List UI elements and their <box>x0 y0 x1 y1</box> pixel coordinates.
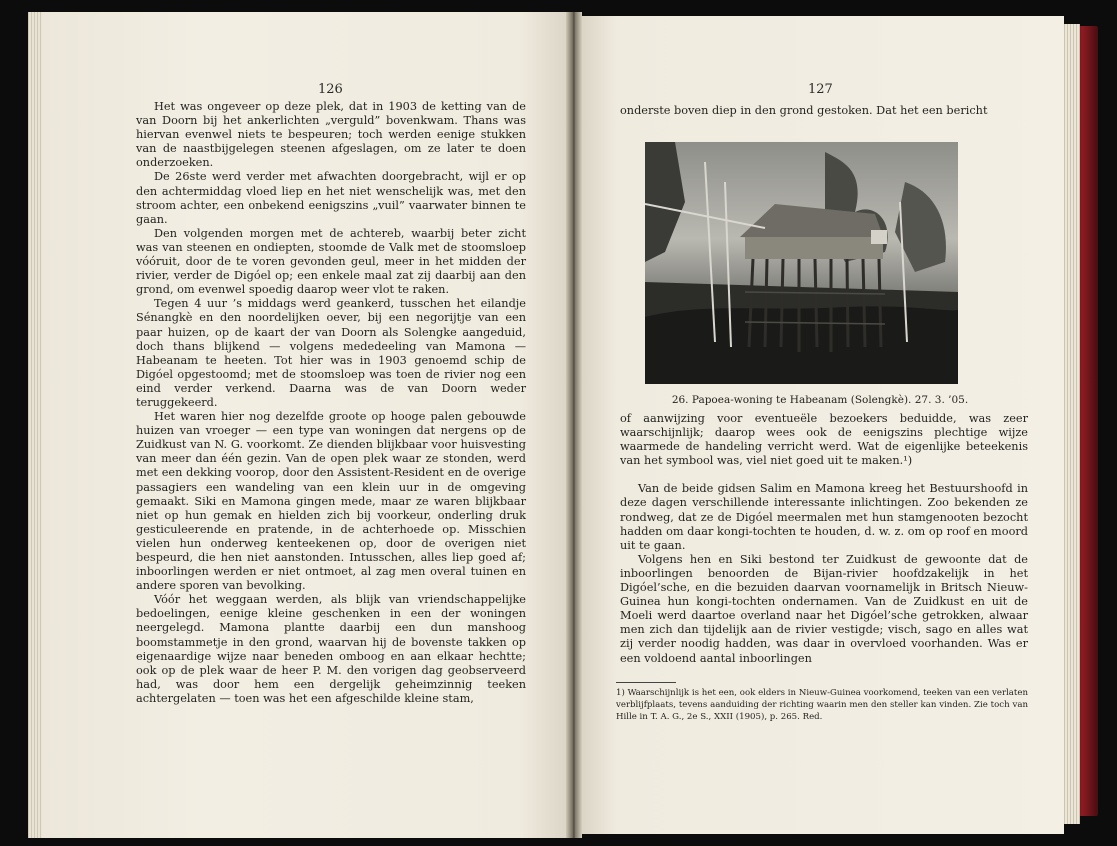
left-paragraph: Het waren hier nog dezelfde groote op hooge palen gebouwde huizen van vroeger — een type van woningen dat nergens op de Zuidkust van N. G. voorkomt. Ze dienden blijkbaar voor huisvesting van meer dan één gezin. Van de open plek waar ze stonden, werd met een dekking voorop, door den Assistent-Resident en de overige passagiers een wandeling van een klein uur in de omgeving gemaakt. Siki en Mamona gingen mede, maar ze waren blijkbaar niet op hun gemak en hielden zich bij voorkeur, onderling druk gesticuleerende en pratende, in de achterhoede op. Misschien vielen hun onderweg kenteekenen op, door de overigen niet bespeurd, die hen niet aanstonden. Intusschen, alles liep goed af; inboorlingen werden er niet ontmoet, al zag men overal tuinen en andere sporen van bevolking. <box>136 410 526 593</box>
page-edge-left <box>28 12 42 838</box>
left-paragraph: Vóór het weggaan werden, als blijk van vriendschappelijke bedoelingen, eenige kleine geschenken in een der woningen neergelegd. Mamona plantte daarbij een dun manshoog boomstammetje in den grond, waarvan hij de bovenste takken op eigenaardige wijze naar beneden omboog en aan elkaar hechtte; ook op de plek waar de heer P. M. den vorigen dag geobserveerd had, was door hem een dergelijk geheimzinnig teeken achtergelaten — toen was het een afgeschilde kleine stam, <box>136 593 526 705</box>
left-paragraph: Den volgenden morgen met de achtereb, waarbij beter zicht was van steenen en ondiepten, stoomde de Valk met de stoomsloep vóóruit, door de te voren gevonden geul, meer in het midden der rivier, verder de Digóel op; een enkele maal zat zij daarbij aan den grond, om evenwel spoedig daarop weer vlot te raken. <box>136 226 526 297</box>
footnote-rule <box>616 682 676 683</box>
right-page-text <box>620 412 1028 666</box>
right-paragraph: Van de beide gidsen Salim en Mamona kreeg het Bestuurshoofd in deze dagen verschillende interessante inlichtingen. Zoo bekenden ze rondweg, dat ze de Digóel meermalen met hun stamgenooten bezocht hadden om daar kongi-tochten te houden, d. w. z. om op roof en moord uit te gaan. <box>620 482 1028 552</box>
left-paragraph: Het was ongeveer op deze plek, dat in 1903 de ketting van de van Doorn bij het ankerlichten „verguld” bovenkwam. Thans was hiervan evenwel niets te bespeuren; toch werden eenige stukken van de naastbijgelegen steenen afgeslagen, om ze later te doen onderzoeken. <box>136 100 526 170</box>
photograph-papuan-stilt-house <box>645 142 958 384</box>
right-paragraph: of aanwijzing voor eventueële bezoekers beduidde, was zeer waarschijnlijk; daarop wees ook de eenigszins plechtige wijze waarmede de handeling verricht werd. Wat de eigenlijke beteekenis van het symbool was, viel niet goed uit te maken.¹) <box>620 412 1028 468</box>
right-paragraph: Volgens hen en Siki bestond ter Zuidkust de gewoonte dat de inboorlingen benoorden de Bijan-rivier hoofdzakelijk in het Digóel’sche, en die bezuiden daarvan voornamelijk in Britsch Nieuw-Guinea hun kongi-tochten ondernamen. Van de Zuidkust en uit de Moeli werd daartoe overland naar het Digóel’sche getrokken, alwaar men zich dan tijdelijk aan de rivier vestigde; visch, sago en alles wat zij verder noodig hadden, was daar in overvloed voorhanden. Was er een voldoend aantal inboorlingen <box>620 552 1028 665</box>
left-page-text <box>136 100 526 706</box>
right-page-text-top <box>620 104 1028 118</box>
book-gutter <box>566 12 582 838</box>
footnote <box>616 688 1028 723</box>
left-paragraph: De 26ste werd verder met afwachten doorgebracht, wijl er op den achtermiddag vloed liep en het niet wenschelijk was, met den stroom achter, een onbekend eenigszins „vuil” vaarwater binnen te gaan. <box>136 170 526 226</box>
footnote-text: 1) Waarschijnlijk is het een, ook elders in Nieuw-Guinea voorkomend, teeken van een verlaten verblijfplaats, tevens aanduiding der richting waarin men den steller kan vinden. Zie toch van Hille in T. A. G., 2e S., XXII (1905), p. 265. Red. <box>616 688 1028 722</box>
right-page-number: 127 <box>808 82 833 97</box>
stilt-house-photo-icon <box>645 142 958 384</box>
right-paragraph: onderste boven diep in den grond gestoken. Dat het een bericht <box>620 104 988 117</box>
page-edge-right <box>1062 24 1080 824</box>
figure-caption: 26. Papoea-woning te Habeanam (Solengkè). 27. 3. ’05. <box>671 394 969 406</box>
left-page-number: 126 <box>318 82 343 97</box>
left-paragraph: Tegen 4 uur ’s middags werd geankerd, tusschen het eilandje Sénangkè en den noordelijken oever, bij een negorijtje van een paar huizen, op de kaart der van Doorn als Solengke aangeduid, doch thans blijkend — volgens mededeeling van Mamona — Habeanam te heeten. Tot hier was in 1903 genoemd schip de Digóel opgestoomd; met de stoomsloep was toen de rivier nog een eind verder verkend. Daarna was de van Doorn weder teruggekeerd. <box>136 297 526 409</box>
